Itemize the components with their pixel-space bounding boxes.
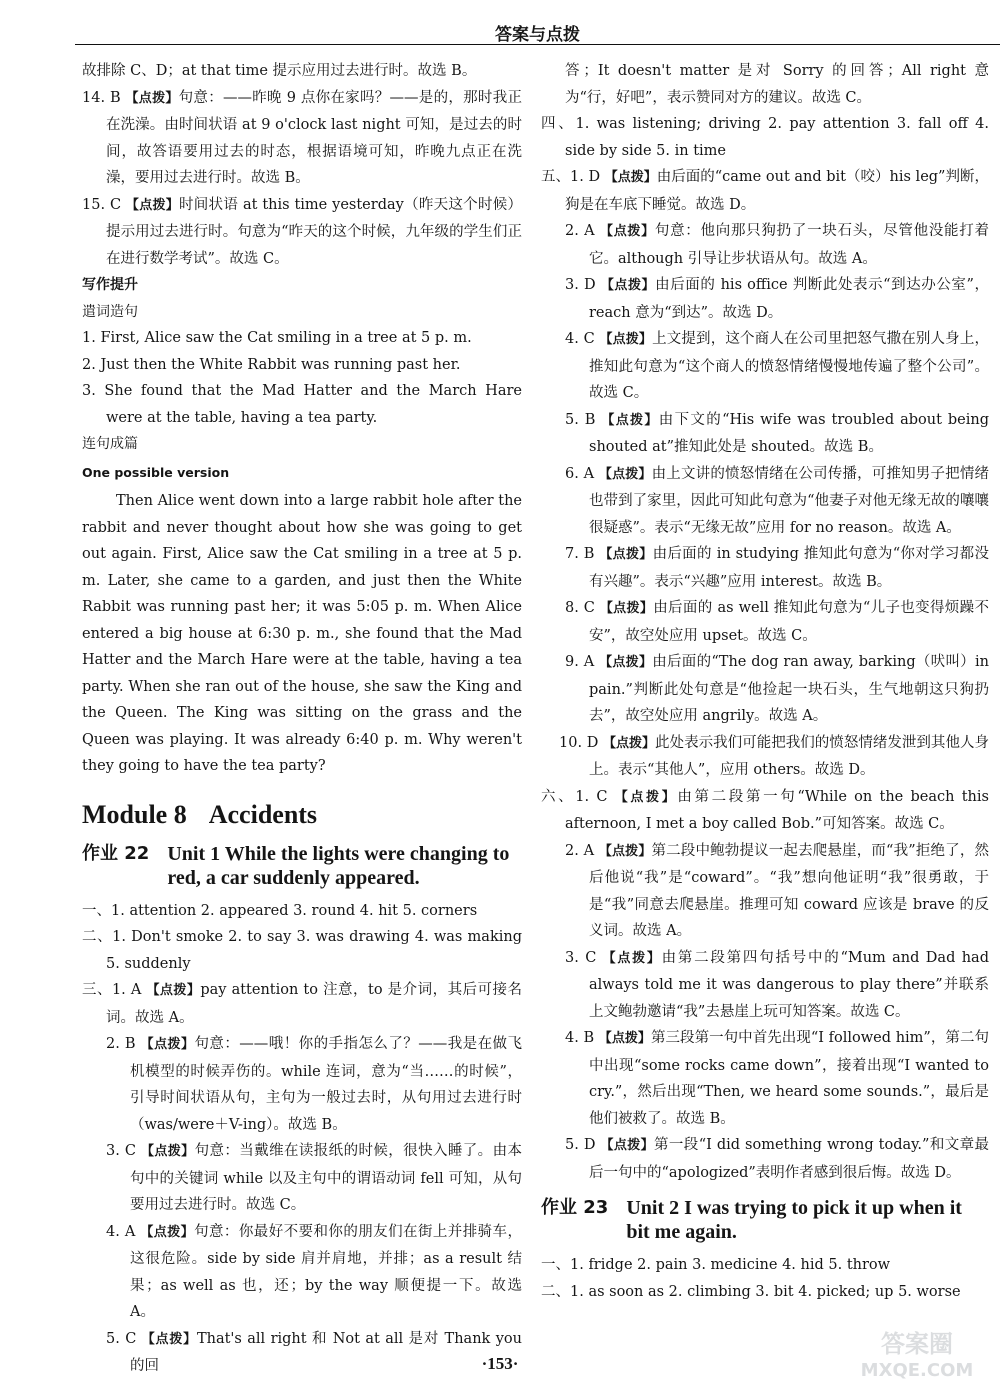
section-2: 二、1. as soon as 2. climbing 3. bit 4. picked; up 5. worse: [541, 1283, 961, 1300]
tip-label: 【点拨】: [601, 412, 659, 428]
section-5-q6: 6. A 【点拨】由上文讲的愤怒情绪在公司传播，可推知男子把情绪也带到了家里，因此可知此句意为“他妻子对他无缘无故的嚷嚷很疑惑”。表示“无缘无故”应用 for no reason。故选 A。: [565, 465, 989, 536]
tip-label: 【点拨】: [602, 950, 662, 966]
section-6-q5: 5. D 【点拨】第一段“I did something wrong today.”和文章最后一句中的“apologized”表明作者感到很后悔。故选 D。: [565, 1137, 989, 1181]
tip-label: 【点拨】: [602, 735, 656, 751]
header-title: 答案与点拨: [495, 25, 580, 45]
sentence-heading: 遣词造句: [82, 303, 138, 320]
possible-version-label: One possible version: [82, 464, 230, 480]
section-6-q1: 六、1. C 【点拨】由第二段第一句“While on the beach this afternoon, I met a boy called Bob.”可知答案。故选 C。: [541, 788, 989, 832]
tip-label: 【点拨】: [146, 983, 201, 998]
section-3-q3: 3. C 【点拨】句意：当戴维在读报纸的时候，很快入睡了。由本句中的关键词 while 以及主句中的谓语动词 fell 可知，从句要用过去进行时。故选 C。: [106, 1143, 522, 1213]
section-5-q2: 2. A 【点拨】句意：他向那只狗扔了一块石头，尽管他没能打着它。although 引导让步状语从句。故选 A。: [565, 223, 989, 267]
tip-label: 【点拨】: [598, 1031, 651, 1046]
sentence-3: 3. She found that the Mad Hatter and the March Hare were at the table, having a tea party.: [82, 383, 522, 426]
module-name: Accidents: [208, 799, 318, 829]
section-3-q4: 4. A 【点拨】句意：你最好不要和你的朋友们在街上并排骑车，这很危险。side by side 肩并肩地，并排；as a result 结果；as well as 也，还；by the way 顺便提一下。故选 A。: [106, 1223, 522, 1320]
homework-title: Unit 2 I was trying to pick it up when it bit me again.: [626, 1197, 962, 1243]
tip-label: 【点拨】: [599, 655, 653, 670]
tip-label: 【点拨】: [599, 547, 653, 562]
section-3-q1: 三、1. A 【点拨】pay attention to 注意，to 是介词，其后可接名词。故选 A。: [82, 982, 522, 1026]
section-3-q5: 5. C 【点拨】That's all right 和 Not at all 是对 Thank you 的回: [106, 1330, 522, 1374]
tip-label: 【点拨】: [598, 466, 652, 482]
section-5-q3: 3. D 【点拨】由后面的 his office 判断此处表示“到达办公室”，reach 意为“到达”。故选 D。: [565, 277, 989, 321]
section-3-q2: 2. B 【点拨】句意：——哦！你的手指怎么了？——我是在做飞机模型的时候弄伤的。while 连词，意为“当……的时候”，引导时间状语从句，主句为一般过去时，从句用过去进行时（was/were＋V-ing）。故选 B。: [106, 1036, 522, 1133]
tip-label: 【点拨】: [598, 843, 652, 859]
tip-label: 【点拨】: [140, 1224, 195, 1240]
section-5-q4: 4. C 【点拨】上文提到，这个商人在公司里把怒气撒在别人身上，推知此句意为“这个商人的愤怒情绪慢慢地传遍了整个公司”。故选 C。: [565, 331, 989, 401]
answer-15: 15. C 【点拨】时间状语 at this time yesterday（昨天这个时候）提示用过去进行时。句意为“昨天的这个时候，九年级的学生们正在进行数学考试”。故选 C。: [82, 196, 522, 267]
homework-number: 作业 22: [82, 842, 150, 864]
section-4: 四、1. was listening; driving 2. pay attention 3. fall off 4. side by side 5. in time: [541, 116, 989, 159]
tip-label: 【点拨】: [140, 1037, 195, 1052]
tip-label: 【点拨】: [614, 789, 678, 805]
section-5-q10: 10. D 【点拨】此处表示我们可能把我们的愤怒情绪发泄到其他人身上。表示“其他人”，应用 others。故选 D。: [559, 734, 989, 778]
watermark-logo: [842, 1324, 992, 1384]
answer-line: 故排除 C、D；at that time 提示应用过去进行时。故选 B。: [82, 63, 477, 79]
essay-heading: 连句成篇: [82, 436, 138, 452]
left-column: [82, 58, 522, 1380]
writing-heading: 写作提升: [82, 277, 138, 293]
homework-number: 作业 23: [541, 1197, 609, 1218]
watermark-line-1: 答案圈: [881, 1330, 953, 1358]
homework-23-heading: [541, 1196, 989, 1244]
tip-label: 【点拨】: [604, 170, 657, 185]
tip-label: 【点拨】: [599, 601, 654, 616]
section-1: 一、1. fridge 2. pain 3. medicine 4. hid 5. throw: [541, 1257, 891, 1273]
sentence-1: 1. First, Alice saw the Cat smiling in a tree at 5 p. m.: [82, 330, 472, 346]
section-5-q5: 5. B 【点拨】由下文的“His wife was troubled about being shouted at”推知此处是 shouted。故选 B。: [565, 411, 989, 455]
section-2: 二、1. Don't smoke 2. to say 3. was drawing 4. was making 5. suddenly: [82, 929, 522, 972]
tip-label: 【点拨】: [599, 332, 653, 347]
watermark-line-2: MXQE.COM: [860, 1360, 974, 1381]
section-6-q3: 3. C 【点拨】由第二段第四句括号中的“Mum and Dad had always told me it was dangerous to play there”并联系上文鲍勃邀请“我”去悬崖上玩可知答案。故选 C。: [565, 949, 989, 1020]
section-5-q7: 7. B 【点拨】由后面的 in studying 推知此句意为“你对学习都没有兴趣”。表示“兴趣”应用 interest。故选 B。: [565, 546, 989, 590]
page-number: ·153·: [481, 1354, 519, 1373]
model-essay: Then Alice went down into a large rabbit hole after the rabbit and never thought about how she was going to get out again. First, Alice saw the Cat smiling in a tree at 5 p. m. Later, she came to a garden, and just then the White Rabbit was running past her; it was 5:05 p. m. When Alice entered a big house at 6:30 p. m., she found that the Mad Hatter and the March Hare were at the table, having a tea party. When she ran out of the house, she saw the King and the Queen. The King was sitting on the grass and the Queen was playing. It was already 6:40 p. m. Why weren't they going to have the tea party?: [82, 493, 522, 774]
section-6-q4: 4. B 【点拨】第三段第一句中首先出现“I followed him”，第二句中出现“some rocks came down”，接着出现“I wanted to cry.”，然后出现“Then, we heard some sounds.”，最后是他们被救了。故选 B。: [565, 1030, 989, 1127]
right-column: [541, 58, 989, 1305]
homework-22-heading: [82, 842, 522, 890]
tip-label: 【点拨】: [600, 1138, 655, 1153]
page-header: [75, 0, 1000, 46]
module-number: Module 8: [82, 799, 187, 829]
section-5-q9: 9. A 【点拨】由后面的“The dog ran away, barking（吠叫）in pain.”判断此处句意是“他捡起一块石头，生气地朝这只狗扔去”，故空处应用 angrily。故选 A。: [565, 654, 989, 724]
tip-label: 【点拨】: [125, 197, 180, 213]
module-title: [82, 798, 522, 832]
sentence-2: 2. Just then the White Rabbit was running past her.: [82, 356, 461, 373]
section-5-q8: 8. C 【点拨】由后面的 as well 推知此句意为“儿子也变得烦躁不安”，故空处应用 upset。故选 C。: [565, 600, 989, 644]
tip-label: 【点拨】: [140, 1144, 195, 1159]
answer-line: 答；It doesn't matter 是对 Sorry 的回答；All right 意为“行，好吧”，表示赞同对方的建议。故选 C。: [565, 63, 989, 106]
answer-14: 14. B 【点拨】句意：——昨晚 9 点你在家吗？——是的，那时我正在洗澡。由时间状语 at 9 o'clock last night 可知，是过去的时间，故答语要用过去的时态，根据语境可知，昨晚九点正在洗澡，要用过去进行时。故选 B。: [82, 89, 522, 186]
tip-label: 【点拨】: [125, 90, 179, 106]
homework-title: Unit 1 While the lights were changing to red, a car suddenly appeared.: [167, 842, 510, 889]
section-6-q2: 2. A 【点拨】第二段中鲍勃提议一起去爬悬崖，而“我”拒绝了，然后他说“我”是“coward”。“我”想向他证明“我”很勇敢，于是“我”同意去爬悬崖。推理可知 coward 应该是 brave 的反义词。故选 A。: [565, 842, 989, 939]
section-5-q1: 五、1. D 【点拨】由后面的“came out and bit（咬）his leg”判断，狗是在车底下睡觉。故选 D。: [541, 169, 989, 213]
tip-label: 【点拨】: [141, 1331, 197, 1347]
tip-label: 【点拨】: [599, 224, 655, 239]
section-1: 一、1. attention 2. appeared 3. round 4. hit 5. corners: [82, 902, 478, 919]
header-rule: [75, 44, 1000, 45]
tip-label: 【点拨】: [600, 278, 656, 293]
